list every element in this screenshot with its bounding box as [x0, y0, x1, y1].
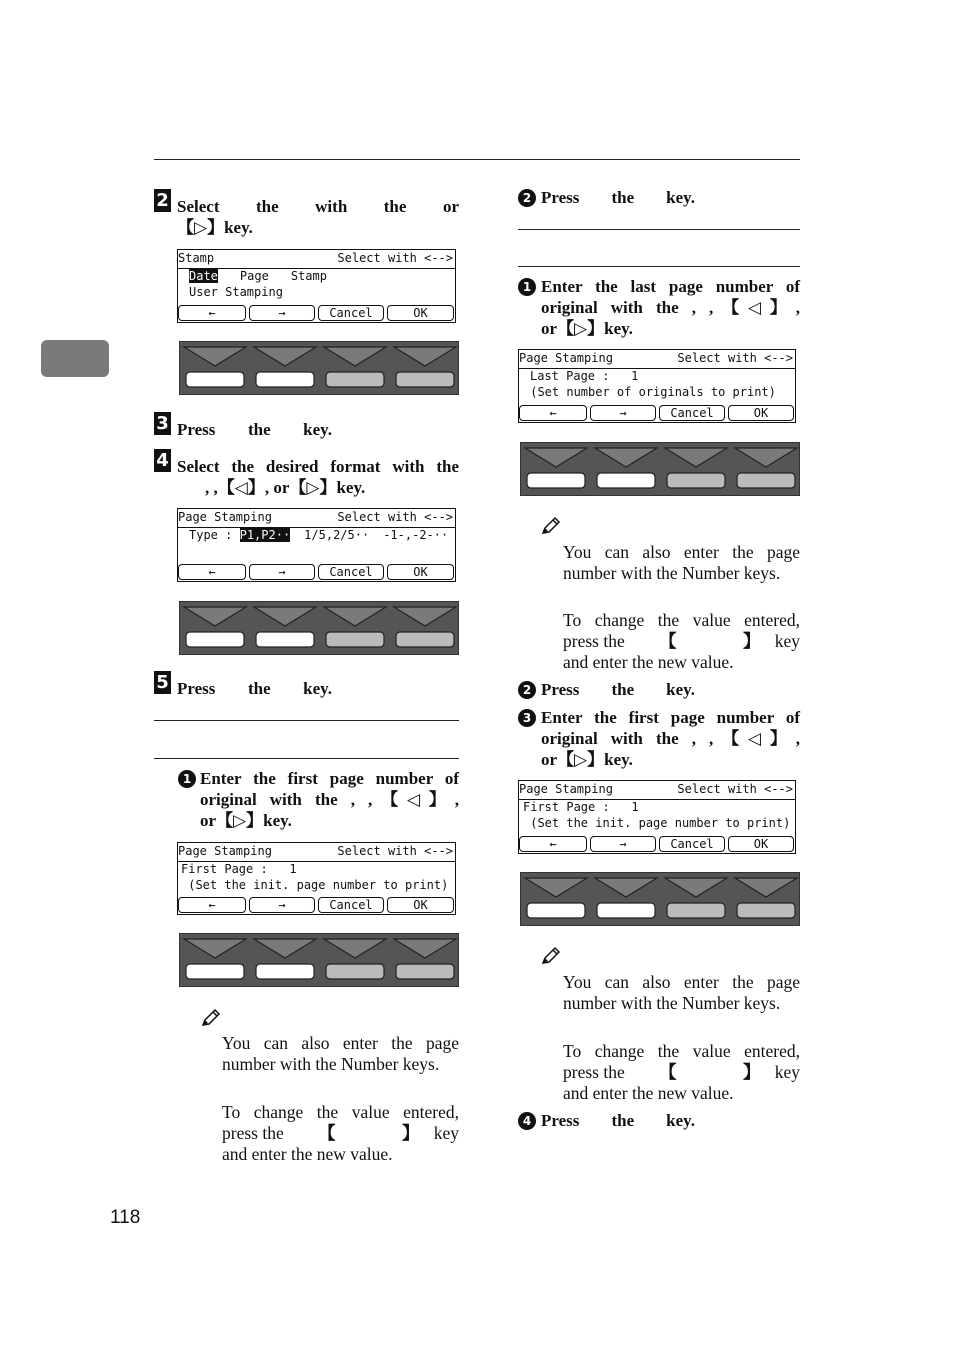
- selection-key[interactable]: [667, 903, 725, 918]
- lcd-title: Page Stamping: [178, 844, 272, 858]
- page-number: 118: [110, 1207, 141, 1228]
- key-triangle: [665, 878, 727, 897]
- lcd-left-button[interactable]: ←: [178, 897, 246, 913]
- lcd-ok-button[interactable]: OK: [387, 305, 454, 321]
- key-triangle: [324, 939, 386, 958]
- selection-key[interactable]: [326, 964, 384, 979]
- key-triangle: [184, 347, 246, 366]
- lcd-first-page-screen: [518, 780, 796, 854]
- selection-key[interactable]: [396, 964, 454, 979]
- selection-keys-panel: [179, 341, 459, 395]
- step-2-text: Select the with the or: [177, 197, 459, 216]
- substep-text: original with the , ,【◁】,: [541, 298, 800, 317]
- step-3-text: Press the key.: [177, 420, 332, 439]
- step-5-text: Press the key.: [177, 679, 332, 698]
- note-text: press the 【 】 key: [563, 1062, 800, 1082]
- pencil-icon: [200, 1008, 222, 1028]
- header-rule: [154, 159, 800, 160]
- step-4-text: Select the desired format with the: [177, 457, 459, 476]
- lcd-cancel-button[interactable]: Cancel: [318, 564, 384, 580]
- selection-key[interactable]: [186, 372, 244, 387]
- substep-number: 1: [178, 770, 196, 788]
- lcd-cancel-button[interactable]: Cancel: [318, 897, 384, 913]
- note-text: To change the value entered,: [563, 1041, 800, 1061]
- selection-key[interactable]: [597, 473, 655, 488]
- lcd-ok-button[interactable]: OK: [728, 405, 794, 421]
- lcd-cancel-button[interactable]: Cancel: [318, 305, 384, 321]
- step-number: 4: [154, 449, 171, 472]
- lcd-value-line: First Page : 1: [181, 862, 297, 876]
- key-triangle: [735, 448, 797, 467]
- substep-number: 3: [518, 709, 536, 727]
- selection-key[interactable]: [256, 964, 314, 979]
- step-number: 5: [154, 671, 171, 694]
- lcd-last-page-screen: [518, 349, 796, 423]
- key-triangle: [394, 939, 456, 958]
- lcd-help-line: (Set the init. page number to print): [181, 878, 449, 892]
- lcd-option[interactable]: Stamp: [290, 269, 327, 283]
- substep-text: Enter the first page number of: [200, 769, 459, 788]
- step-2-key: 【▷】key.: [177, 218, 253, 237]
- section-rule: [154, 758, 459, 759]
- key-triangle: [254, 607, 316, 626]
- lcd-left-button[interactable]: ←: [178, 305, 246, 321]
- lcd-right-button[interactable]: →: [249, 564, 315, 580]
- selection-keys-panel: [179, 933, 459, 987]
- section-rule: [518, 229, 800, 230]
- key-triangle: [735, 878, 797, 897]
- selection-key[interactable]: [667, 473, 725, 488]
- lcd-value-line: First Page : 1: [523, 800, 639, 814]
- lcd-label: Type :: [189, 528, 233, 542]
- lcd-option-selected[interactable]: Date: [189, 269, 218, 283]
- key-triangle: [254, 939, 316, 958]
- lcd-hint: Select with <-->: [677, 782, 793, 796]
- lcd-hint: Select with <-->: [677, 351, 793, 365]
- lcd-option[interactable]: User Stamping: [189, 285, 283, 299]
- lcd-right-button[interactable]: →: [249, 897, 315, 913]
- lcd-cancel-button[interactable]: Cancel: [659, 836, 725, 852]
- selection-key[interactable]: [186, 632, 244, 647]
- lcd-first-page-screen: [177, 842, 456, 915]
- selection-keys-panel: [520, 872, 800, 926]
- substep-text: or【▷】key.: [200, 811, 292, 830]
- selection-key[interactable]: [737, 903, 795, 918]
- key-triangle: [324, 347, 386, 366]
- lcd-left-button[interactable]: ←: [519, 836, 587, 852]
- step-4-keys: , ,【◁】, or【▷】key.: [205, 478, 366, 497]
- key-triangle: [595, 448, 657, 467]
- lcd-help-line: (Set number of originals to print): [523, 385, 776, 399]
- lcd-ok-button[interactable]: OK: [387, 564, 454, 580]
- lcd-title: Stamp: [178, 251, 215, 265]
- section-rule: [518, 266, 800, 267]
- substep-text: Press the key.: [541, 188, 695, 207]
- pencil-note-icon: [540, 516, 562, 536]
- substep-number: 2: [518, 681, 536, 699]
- lcd-title: Page Stamping: [519, 782, 613, 796]
- key-triangle: [324, 607, 386, 626]
- key-triangle: [595, 878, 657, 897]
- note-text: To change the value entered,: [563, 610, 800, 630]
- selection-keys-panel: [520, 442, 800, 496]
- selection-key[interactable]: [256, 632, 314, 647]
- substep-text: Enter the first page number of: [541, 708, 800, 727]
- note-text: You can also enter the page number with the Number keys.: [222, 1033, 459, 1074]
- lcd-ok-button[interactable]: OK: [387, 897, 454, 913]
- lcd-ok-button[interactable]: OK: [728, 836, 794, 852]
- pencil-note-icon: [200, 1008, 222, 1028]
- selection-key[interactable]: [186, 964, 244, 979]
- note-text: To change the value entered,: [222, 1102, 459, 1122]
- substep-text: Press the key.: [541, 680, 695, 699]
- note-text: You can also enter the page number with the Number keys.: [563, 972, 800, 1013]
- lcd-help-line: (Set the init. page number to print): [523, 816, 791, 830]
- chapter-tab: [41, 340, 109, 377]
- lcd-stamp-screen: [177, 249, 456, 323]
- lcd-right-button[interactable]: →: [590, 405, 656, 421]
- lcd-title: Page Stamping: [519, 351, 613, 365]
- step-number: 2: [154, 189, 171, 212]
- lcd-cancel-button[interactable]: Cancel: [659, 405, 725, 421]
- note-text: You can also enter the page number with the Number keys.: [563, 542, 800, 583]
- substep-number: 2: [518, 189, 536, 207]
- selection-key[interactable]: [737, 473, 795, 488]
- note-text: and enter the new value.: [563, 1083, 734, 1103]
- note-text: press the 【 】 key: [222, 1123, 459, 1143]
- key-triangle: [525, 448, 587, 467]
- selection-key[interactable]: [396, 372, 454, 387]
- key-triangle: [184, 607, 246, 626]
- lcd-left-button[interactable]: ←: [519, 405, 587, 421]
- lcd-hint: Select with <-->: [337, 251, 453, 265]
- key-triangle: [525, 878, 587, 897]
- key-triangle: [394, 607, 456, 626]
- lcd-left-button[interactable]: ←: [178, 564, 246, 580]
- lcd-hint: Select with <-->: [337, 510, 453, 524]
- substep-text: Press the key.: [541, 1111, 695, 1130]
- substep-number: 1: [518, 278, 536, 296]
- key-triangle: [665, 448, 727, 467]
- note-text: and enter the new value.: [563, 652, 734, 672]
- selection-key[interactable]: [256, 372, 314, 387]
- lcd-option[interactable]: 1/5,2/5··: [304, 528, 370, 542]
- substep-text: or【▷】key.: [541, 319, 633, 338]
- lcd-hint: Select with <-->: [337, 844, 453, 858]
- substep-text: or【▷】key.: [541, 750, 633, 769]
- key-triangle: [394, 347, 456, 366]
- selection-key[interactable]: [527, 473, 585, 488]
- lcd-option[interactable]: -1-,-2-··: [383, 528, 449, 542]
- pencil-icon: [540, 516, 562, 536]
- lcd-right-button[interactable]: →: [249, 305, 315, 321]
- substep-number: 4: [518, 1112, 536, 1130]
- substep-text: Enter the last page number of: [541, 277, 800, 296]
- selection-key[interactable]: [597, 903, 655, 918]
- selection-keys-panel: [179, 601, 459, 655]
- key-triangle: [184, 939, 246, 958]
- pencil-icon: [540, 946, 562, 966]
- key-triangle: [254, 347, 316, 366]
- note-text: press the 【 】 key: [563, 631, 800, 651]
- selection-key[interactable]: [326, 372, 384, 387]
- substep-text: original with the , ,【◁】,: [200, 790, 459, 809]
- lcd-format-screen: [177, 508, 456, 582]
- selection-key[interactable]: [527, 903, 585, 918]
- substep-text: original with the , ,【◁】,: [541, 729, 800, 748]
- note-text: and enter the new value.: [222, 1144, 393, 1164]
- pencil-note-icon: [540, 946, 562, 966]
- section-rule: [154, 720, 459, 721]
- step-number: 3: [154, 412, 171, 435]
- lcd-option-selected[interactable]: P1,P2··: [239, 528, 291, 542]
- lcd-option[interactable]: Page: [239, 269, 269, 283]
- selection-key[interactable]: [326, 632, 384, 647]
- selection-key[interactable]: [396, 632, 454, 647]
- lcd-right-button[interactable]: →: [590, 836, 656, 852]
- lcd-value-line: Last Page : 1: [530, 369, 639, 383]
- lcd-title: Page Stamping: [178, 510, 272, 524]
